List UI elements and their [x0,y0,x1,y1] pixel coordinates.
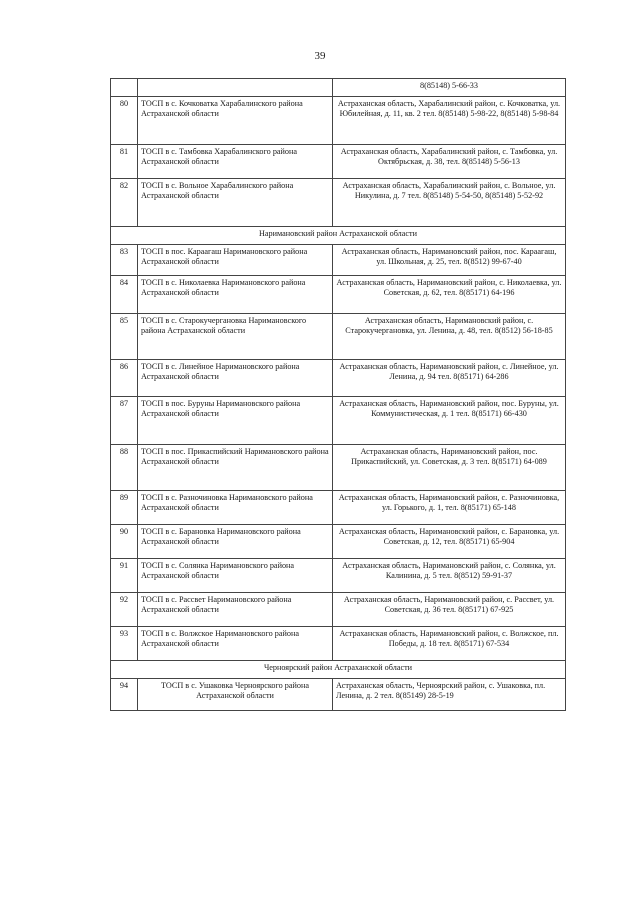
office-address: Астраханская область, Наримановский район, с. Разночиновка, ул. Горького, д. 1, тел. 8(85171) 65-148 [333,491,566,525]
office-address: Астраханская область, Наримановский район, пос. Прикаспийский, ул. Советская, д. 3 тел. 8(85171) 64-089 [333,445,566,491]
table-row [111,593,566,627]
row-number: 81 [111,145,138,179]
office-address: Астраханская область, Наримановский район, с. Барановка, ул. Советская, д. 12, тел. 8(85171) 65-904 [333,525,566,559]
row-number: 85 [111,314,138,360]
table-row [111,491,566,525]
row-number: 80 [111,97,138,145]
row-number: 82 [111,179,138,227]
row-number: 86 [111,360,138,397]
tosp-registry-table [110,78,566,711]
table-row [111,360,566,397]
office-address: Астраханская область, Харабалинский район, с. Вольное, ул. Никулина, д. 7 тел. 8(85148) 5-54-50, 8(85148) 5-52-92 [333,179,566,227]
office-address: Астраханская область, Харабалинский район, с. Кочковатка, ул. Юбилейная, д. 11, кв. 2 тел. 8(85148) 5-98-22, 8(85148) 5-98-84 [333,97,566,145]
row-number: 83 [111,245,138,276]
office-name: ТОСП в с. Солянка Наримановского района Астраханской области [138,559,333,593]
row-number: 92 [111,593,138,627]
office-name: ТОСП в с. Николаевка Наримановского района Астраханской области [138,276,333,314]
office-name: ТОСП в с. Рассвет Наримановского района Астраханской области [138,593,333,627]
table-row [111,145,566,179]
office-name: ТОСП в с. Линейное Наримановского района Астраханской области [138,360,333,397]
office-name: ТОСП в пос. Караагаш Наримановского района Астраханской области [138,245,333,276]
office-address: Астраханская область, Наримановский район, с. Рассвет, ул. Советская, д. 36 тел. 8(85171) 67-925 [333,593,566,627]
page-number: 39 [314,50,326,62]
office-name [138,79,333,97]
row-number: 89 [111,491,138,525]
district-heading: Наримановский район Астраханской области [111,227,566,245]
row-number: 87 [111,397,138,445]
table-row [111,179,566,227]
office-address: Астраханская область, Черноярский район, с. Ушаковка, пл. Ленина, д. 2 тел. 8(85149) 28-5-19 [333,679,566,711]
row-number: 93 [111,627,138,661]
table-row [111,79,566,97]
table-row [111,245,566,276]
table-row [111,627,566,661]
office-name: ТОСП в с. Волжское Наримановского района Астраханской области [138,627,333,661]
section-heading-row [111,661,566,679]
office-name: ТОСП в пос. Буруны Наримановского района Астраханской области [138,397,333,445]
office-address: Астраханская область, Наримановский район, с. Николаевка, ул. Советская, д. 62, тел. 8(85171) 64-196 [333,276,566,314]
office-name: ТОСП в с. Барановка Наримановского района Астраханской области [138,525,333,559]
row-number: 88 [111,445,138,491]
row-number [111,79,138,97]
table-row [111,679,566,711]
office-address: Астраханская область, Наримановский район, с. Солянка, ул. Калинина, д. 5 тел. 8(8512) 59-91-37 [333,559,566,593]
office-name: ТОСП в с. Старокучергановка Наримановского района Астраханской области [138,314,333,360]
office-name: ТОСП в с. Ушаковка Черноярского района Астраханской области [138,679,333,711]
table-row [111,97,566,145]
district-heading: Черноярский район Астраханской области [111,661,566,679]
office-name: ТОСП в с. Вольное Харабалинского района Астраханской области [138,179,333,227]
office-address: Астраханская область, Наримановский район, с. Линейное, ул. Ленина, д. 94 тел. 8(85171) 64-286 [333,360,566,397]
table-row [111,276,566,314]
office-name: ТОСП в с. Разночиновка Наримановского района Астраханской области [138,491,333,525]
table-row [111,559,566,593]
row-number: 91 [111,559,138,593]
office-address: Астраханская область, Наримановский район, пос. Караагаш, ул. Школьная, д. 25, тел. 8(8512) 99-67-40 [333,245,566,276]
office-name: ТОСП в пос. Прикаспийский Наримановского района Астраханской области [138,445,333,491]
table-row [111,397,566,445]
office-address: 8(85148) 5-66-33 [333,79,566,97]
office-name: ТОСП в с. Кочковатка Харабалинского района Астраханской области [138,97,333,145]
row-number: 90 [111,525,138,559]
table-row [111,445,566,491]
section-heading-row [111,227,566,245]
row-number: 84 [111,276,138,314]
office-address: Астраханская область, Харабалинский район, с. Тамбовка, ул. Октябрьская, д. 38, тел. 8(85148) 5-56-13 [333,145,566,179]
office-address: Астраханская область, Наримановский район, пос. Буруны, ул. Коммунистическая, д. 1 тел. 8(85171) 66-430 [333,397,566,445]
office-name: ТОСП в с. Тамбовка Харабалинского района Астраханской области [138,145,333,179]
office-address: Астраханская область, Наримановский район, с. Старокучергановка, ул. Ленина, д. 48, тел. 8(8512) 56-18-85 [333,314,566,360]
office-address: Астраханская область, Наримановский район, с. Волжское, пл. Победы, д. 18 тел. 8(85171) 67-534 [333,627,566,661]
table-row [111,314,566,360]
row-number: 94 [111,679,138,711]
table-row [111,525,566,559]
